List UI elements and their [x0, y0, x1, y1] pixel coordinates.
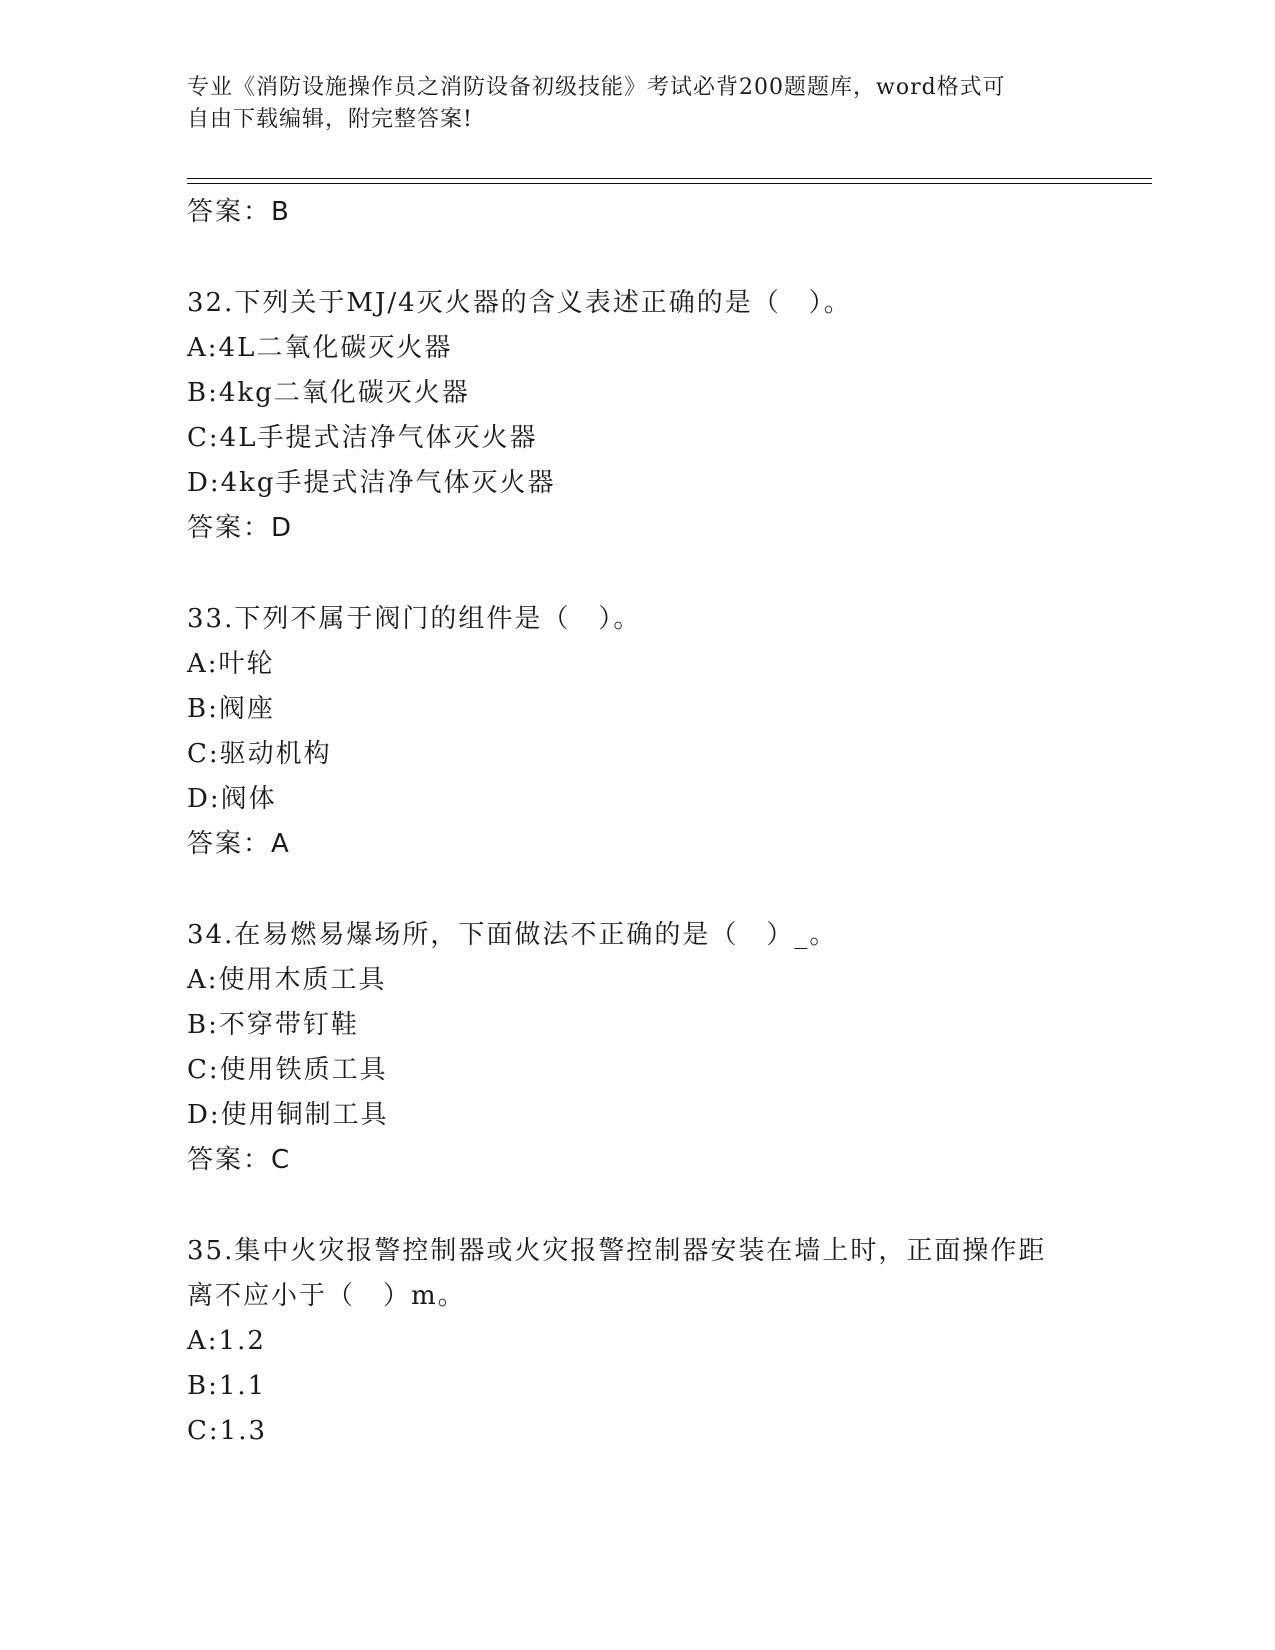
question-stem: 35.集中火灾报警控制器或火灾报警控制器安装在墙上时，正面操作距 — [187, 1236, 1047, 1266]
previous-answer: 答案：B — [187, 197, 291, 227]
spacer — [187, 551, 1087, 597]
option-d: D:使用铜制工具 — [187, 1100, 389, 1130]
option-d: D:4kg手提式洁净气体灭火器 — [187, 468, 556, 498]
option-b: B:1.1 — [187, 1371, 267, 1401]
question-33 — [187, 597, 1087, 867]
question-stem: 33.下列不属于阀门的组件是（ ）。 — [187, 604, 642, 634]
question-35 — [187, 1229, 1087, 1454]
option-d: D:阀体 — [187, 784, 277, 814]
answer-line: 答案：C — [187, 1145, 292, 1175]
question-stem: 34.在易燃易爆场所，下面做法不正确的是（ ）_。 — [187, 920, 838, 950]
spacer — [187, 1183, 1087, 1229]
question-stem: 32.下列关于MJ/4灭火器的含义表述正确的是（ ）。 — [187, 288, 852, 318]
option-b: B:不穿带钉鞋 — [187, 1010, 359, 1040]
header-divider-bottom — [187, 183, 1152, 184]
option-a: A:1.2 — [187, 1326, 266, 1356]
spacer — [187, 867, 1087, 913]
document-body — [187, 190, 1087, 1454]
option-c: C:驱动机构 — [187, 739, 332, 769]
header-line-2: 自由下载编辑，附完整答案! — [187, 107, 473, 132]
answer-line: 答案：A — [187, 829, 291, 859]
question-32 — [187, 281, 1087, 551]
option-c: C:使用铁质工具 — [187, 1055, 388, 1085]
option-b: B:阀座 — [187, 694, 275, 724]
option-b: B:4kg二氧化碳灭火器 — [187, 378, 470, 408]
answer-line: 答案：D — [187, 513, 294, 543]
question-stem-continued: 离不应小于（ ）m。 — [187, 1281, 466, 1311]
spacer — [187, 235, 1087, 281]
option-a: A:叶轮 — [187, 649, 275, 679]
question-34 — [187, 913, 1087, 1183]
option-c: C:1.3 — [187, 1416, 268, 1446]
header-divider-top — [187, 178, 1152, 179]
header-line-1: 专业《消防设施操作员之消防设备初级技能》考试必背200题题库，word格式可 — [187, 75, 1006, 100]
option-a: A:使用木质工具 — [187, 965, 387, 995]
document-header — [187, 72, 1087, 136]
option-c: C:4L手提式洁净气体灭火器 — [187, 423, 538, 453]
option-a: A:4L二氧化碳灭火器 — [187, 333, 453, 363]
